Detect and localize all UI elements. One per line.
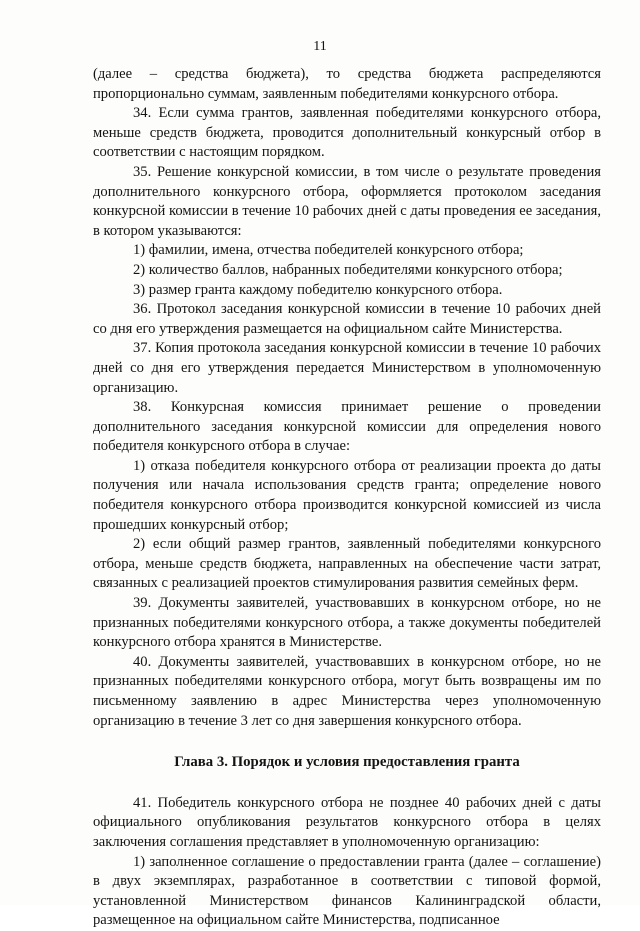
chapter-heading: Глава 3. Порядок и условия предоставления гранта bbox=[174, 754, 520, 771]
paragraph: 39. Документы заявителей, участвовавших в конкурсном отборе, но не признанных победителями конкурсного отбора, а также документы победителей конкурсного отбора хранятся в Министерстве. bbox=[93, 595, 601, 651]
paragraph: 41. Победитель конкурсного отбора не позднее 40 рабочих дней с даты официального опубликования результатов конкурсного отбора в целях заключения соглашения представляет в уполномоченную организацию: bbox=[93, 794, 601, 850]
paragraph: 36. Протокол заседания конкурсной комиссии в течение 10 рабочих дней со дня его утверждения размещается на официальном сайте Министерства. bbox=[93, 301, 601, 337]
section-before-heading bbox=[93, 65, 601, 731]
paragraph: 2) если общий размер грантов, заявленный победителями конкурсного отбора, меньше средств бюджета, направленных на обеспечение части затрат, связанных с реализацией проектов стимулирования развития семейных ферм. bbox=[93, 536, 601, 592]
paragraph: 1) отказа победителя конкурсного отбора от реализации проекта до даты получения или начала использования средств гранта; определение нового победителя конкурсного отбора производится конкурсной комиссией из числа прошедших конкурсный отбор; bbox=[93, 457, 601, 533]
page-number: 11 bbox=[313, 39, 327, 54]
paragraph: 40. Документы заявителей, участвовавших в конкурсном отборе, но не признанных победителями конкурсного отбора, могут быть возвращены им по письменному заявлению в адрес Министерства через уполномоченную организацию в течение 3 лет со дня завершения конкурсного отбора. bbox=[93, 653, 601, 729]
paragraph: 3) размер гранта каждому победителю конкурсного отбора. bbox=[133, 281, 503, 298]
paragraph: 34. Если сумма грантов, заявленная победителями конкурсного отбора, меньше средств бюджета, проводится дополнительный конкурсный отбор в соответствии с настоящим порядком. bbox=[93, 105, 601, 161]
paragraph: 2) количество баллов, набранных победителями конкурсного отбора; bbox=[133, 261, 563, 278]
paragraph: 1) фамилии, имена, отчества победителей конкурсного отбора; bbox=[133, 242, 524, 259]
paragraph: 1) заполненное соглашение о предоставлении гранта (далее – соглашение) в двух экземплярах, разработанное в соответствии с типовой формой, установленной Министерством финансов Калининградской области, размещенное на официальном сайте Министерства, подписанное bbox=[93, 853, 601, 929]
paragraph: 35. Решение конкурсной комиссии, в том числе о результате проведения дополнительного конкурсного отбора, оформляется протоколом заседания конкурсной комиссии в течение 10 рабочих дней с даты проведения ее заседания, в котором указываются: bbox=[93, 163, 601, 239]
paragraph: 38. Конкурсная комиссия принимает решение о проведении дополнительного заседания конкурсной комиссии для определения нового победителя конкурсного отбора в случае: bbox=[93, 399, 601, 455]
document-body bbox=[93, 65, 601, 931]
paragraph: 37. Копия протокола заседания конкурсной комиссии в течение 10 рабочих дней со дня его утверждения передается Министерством в уполномоченную организацию. bbox=[93, 340, 601, 396]
paragraph: (далее – средства бюджета), то средства бюджета распределяются пропорционально суммам, заявленным победителями конкурсного отбора. bbox=[93, 66, 601, 102]
section-after-heading bbox=[93, 794, 601, 931]
